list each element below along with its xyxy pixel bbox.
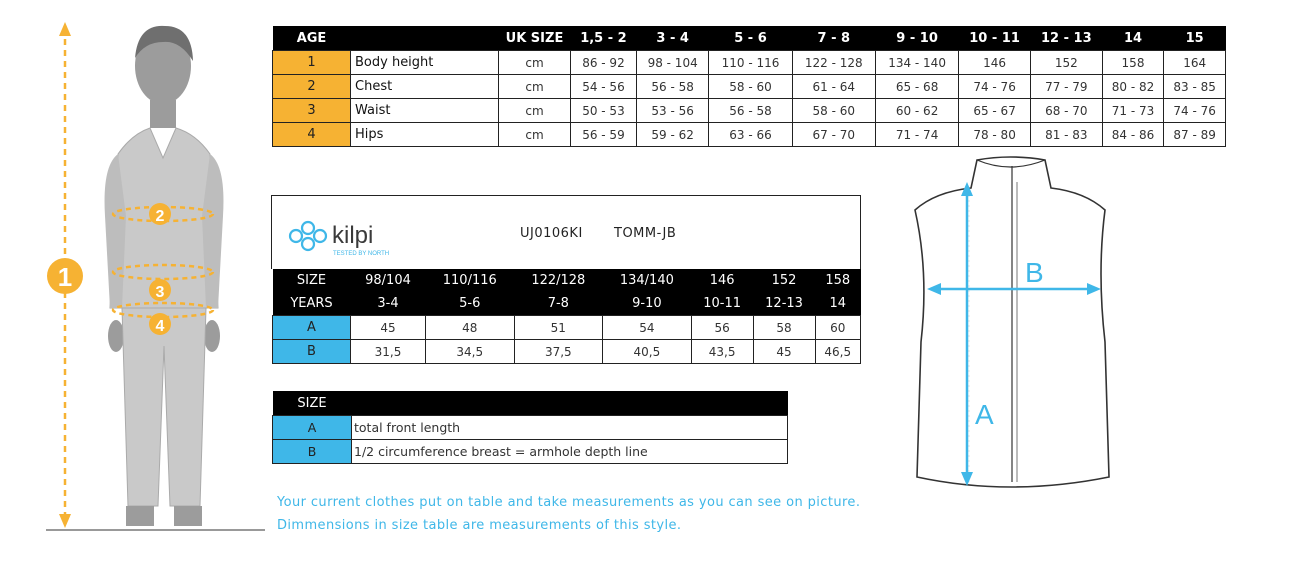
table-cell: 58 - 60 [792, 99, 875, 123]
header-size: 14 [1102, 26, 1164, 51]
table-cell: 59 - 62 [636, 123, 708, 147]
row-label: Body height [351, 51, 499, 75]
row-unit: cm [499, 123, 571, 147]
marker-1: 1 [57, 262, 73, 292]
legend-table [272, 391, 788, 464]
table-row [273, 316, 861, 340]
table-cell: 80 - 82 [1102, 75, 1164, 99]
years-cell: 9-10 [603, 292, 692, 316]
size-cell: 146 [691, 269, 753, 292]
table-cell: 74 - 76 [1164, 99, 1226, 123]
row-index: 1 [273, 51, 351, 75]
table-cell: 152 [1030, 51, 1102, 75]
table-row [273, 75, 1226, 99]
row-index: 3 [273, 99, 351, 123]
size-table-header [273, 26, 1226, 51]
header-size: 12 - 13 [1030, 26, 1102, 51]
row-unit: cm [499, 75, 571, 99]
table-cell: 56 - 58 [636, 75, 708, 99]
row-label: Hips [351, 123, 499, 147]
table-cell: 54 - 56 [571, 75, 637, 99]
header-size: 1,5 - 2 [571, 26, 637, 51]
table-cell: 65 - 67 [959, 99, 1031, 123]
table-cell: 40,5 [603, 340, 692, 364]
row-label: Chest [351, 75, 499, 99]
size-table [272, 26, 1226, 147]
row-index: 4 [273, 123, 351, 147]
row-key: B [273, 340, 351, 364]
years-cell: 10-11 [691, 292, 753, 316]
years-cell: 14 [815, 292, 860, 316]
table-cell: 134 - 140 [875, 51, 958, 75]
table-cell: 146 [959, 51, 1031, 75]
table-cell: 60 - 62 [875, 99, 958, 123]
legend-header-blank [352, 391, 788, 416]
table-cell: 67 - 70 [792, 123, 875, 147]
size-cell: 98/104 [351, 269, 426, 292]
table-cell: 53 - 56 [636, 99, 708, 123]
years-label: YEARS [273, 292, 351, 316]
table-cell: 65 - 68 [875, 75, 958, 99]
table-cell: 81 - 83 [1030, 123, 1102, 147]
table-cell: 158 [1102, 51, 1164, 75]
table-row [273, 123, 1226, 147]
table-cell: 50 - 53 [571, 99, 637, 123]
table-cell: 45 [351, 316, 426, 340]
child-body-figure [40, 16, 275, 536]
size-cell: 122/128 [514, 269, 603, 292]
marker-2: 2 [155, 208, 165, 225]
table-cell: 56 [691, 316, 753, 340]
brand-name: kilpi [332, 222, 374, 249]
table-cell: 56 - 59 [571, 123, 637, 147]
table-cell: 37,5 [514, 340, 603, 364]
row-key: A [273, 416, 352, 440]
sizes-row [273, 269, 861, 292]
label-b: B [1025, 257, 1044, 288]
vest-diagram [905, 152, 1120, 497]
table-cell: 56 - 58 [709, 99, 792, 123]
table-cell: 54 [603, 316, 692, 340]
table-cell: 58 - 60 [709, 75, 792, 99]
table-row [273, 51, 1226, 75]
label-a: A [975, 399, 994, 430]
size-cell: 134/140 [603, 269, 692, 292]
row-description: 1/2 circumference breast = armhole depth line [352, 440, 788, 464]
table-cell: 68 - 70 [1030, 99, 1102, 123]
instruction-note: Your current clothes put on table and take measurements as you can see on picture. [277, 495, 861, 510]
product-name: TOMM-JB [614, 226, 677, 241]
table-cell: 71 - 74 [875, 123, 958, 147]
years-cell: 3-4 [351, 292, 426, 316]
table-cell: 83 - 85 [1164, 75, 1226, 99]
size-cell: 158 [815, 269, 860, 292]
table-cell: 87 - 89 [1164, 123, 1226, 147]
legend-header [273, 391, 788, 416]
row-label: Waist [351, 99, 499, 123]
table-row [273, 340, 861, 364]
table-row [273, 99, 1226, 123]
years-cell: 12-13 [753, 292, 815, 316]
header-size: 5 - 6 [709, 26, 792, 51]
header-age: AGE [273, 26, 351, 51]
table-cell: 74 - 76 [959, 75, 1031, 99]
table-cell: 31,5 [351, 340, 426, 364]
header-blank [351, 26, 499, 51]
header-size: 9 - 10 [875, 26, 958, 51]
product-header [271, 195, 861, 269]
table-cell: 60 [815, 316, 860, 340]
table-cell: 84 - 86 [1102, 123, 1164, 147]
table-cell: 71 - 73 [1102, 99, 1164, 123]
table-cell: 45 [753, 340, 815, 364]
table-cell: 86 - 92 [571, 51, 637, 75]
size-label: SIZE [273, 269, 351, 292]
row-index: 2 [273, 75, 351, 99]
row-unit: cm [499, 51, 571, 75]
table-cell: 46,5 [815, 340, 860, 364]
header-size: 10 - 11 [959, 26, 1031, 51]
table-cell: 164 [1164, 51, 1226, 75]
table-row [273, 416, 788, 440]
header-uk-size: UK SIZE [499, 26, 571, 51]
measurement-table [272, 269, 861, 364]
table-cell: 78 - 80 [959, 123, 1031, 147]
table-cell: 63 - 66 [709, 123, 792, 147]
legend-size-label: SIZE [273, 391, 352, 416]
table-cell: 43,5 [691, 340, 753, 364]
brand-tagline: TESTED BY NORTH [333, 251, 390, 257]
row-key: A [273, 316, 351, 340]
marker-4: 4 [155, 318, 165, 335]
table-row [273, 440, 788, 464]
row-unit: cm [499, 99, 571, 123]
table-cell: 48 [426, 316, 515, 340]
table-cell: 98 - 104 [636, 51, 708, 75]
table-cell: 77 - 79 [1030, 75, 1102, 99]
dimension-note: Dimmensions in size table are measurements of this style. [277, 518, 682, 533]
table-cell: 51 [514, 316, 603, 340]
table-cell: 34,5 [426, 340, 515, 364]
years-cell: 5-6 [426, 292, 515, 316]
size-cell: 110/116 [426, 269, 515, 292]
table-cell: 58 [753, 316, 815, 340]
table-cell: 61 - 64 [792, 75, 875, 99]
product-code: UJ0106KI [520, 226, 583, 241]
years-cell: 7-8 [514, 292, 603, 316]
header-size: 3 - 4 [636, 26, 708, 51]
kilpi-logo [286, 216, 406, 260]
years-row [273, 292, 861, 316]
row-key: B [273, 440, 352, 464]
table-cell: 122 - 128 [792, 51, 875, 75]
header-size: 15 [1164, 26, 1226, 51]
size-cell: 152 [753, 269, 815, 292]
marker-3: 3 [155, 284, 165, 301]
header-size: 7 - 8 [792, 26, 875, 51]
row-description: total front length [352, 416, 788, 440]
table-cell: 110 - 116 [709, 51, 792, 75]
